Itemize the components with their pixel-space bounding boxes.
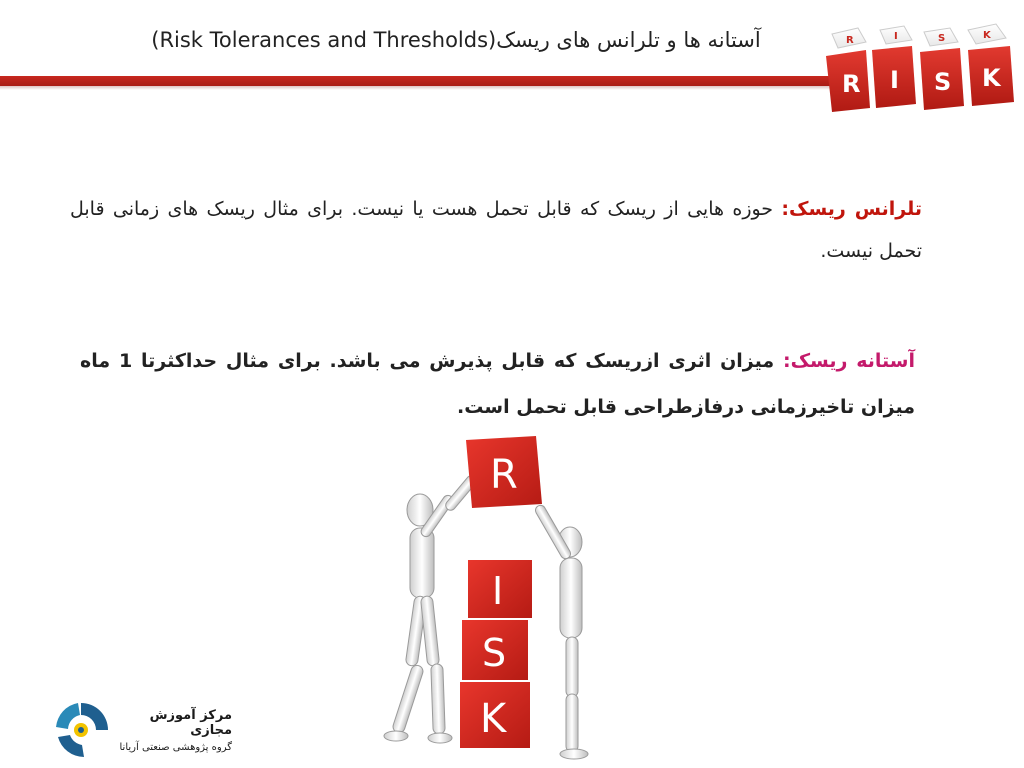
logo-cube-i xyxy=(872,46,916,108)
institute-line1: مرکز آموزش مجازی xyxy=(149,708,232,738)
svg-text:R: R xyxy=(490,452,518,498)
tolerance-paragraph xyxy=(70,188,922,272)
svg-text:S: S xyxy=(934,68,952,96)
logo-cube-s xyxy=(920,48,964,110)
top-cube-4 xyxy=(968,24,1006,44)
threshold-text: میزان اثری ازریسک که قابل پذیرش می باشد. برای مثال حداکثرتا 1 ماه میزان تاخیرزمانی درفازطراحی قابل تحمل است. xyxy=(80,350,915,418)
stacked-cube-k xyxy=(460,682,530,748)
institute-name xyxy=(112,708,232,753)
header-bar-shadow xyxy=(0,86,834,90)
slide-title: (Risk Tolerances and Thresholds)آستانه ها و تلرانس های ریسک xyxy=(151,28,761,52)
top-letter-s: S xyxy=(938,33,946,44)
tolerance-term: تلرانس ریسک: xyxy=(781,198,922,220)
risk-stacking-illustration xyxy=(380,432,630,768)
top-cube-1 xyxy=(832,28,866,48)
top-letter-r: R xyxy=(846,35,854,46)
stacked-cube-i xyxy=(468,560,532,618)
risk-cubes-logo xyxy=(820,20,1020,120)
lifted-cube-r xyxy=(466,436,542,508)
right-mannequin xyxy=(534,504,588,759)
logo-cube-k xyxy=(968,46,1014,106)
top-cube-2 xyxy=(880,26,912,44)
svg-text:K: K xyxy=(982,64,1001,92)
logo-cube-r xyxy=(826,50,870,112)
threshold-term: آستانه ریسک: xyxy=(782,350,915,372)
header-accent-bar xyxy=(0,76,834,86)
svg-text:K: K xyxy=(480,696,507,742)
tolerance-text: حوزه هایی از ریسک که قابل تحمل هست یا نیست. برای مثال ریسک های زمانی قابل تحمل نیست. xyxy=(70,198,922,262)
top-letter-k: K xyxy=(983,30,991,41)
svg-text:I: I xyxy=(890,66,899,94)
institute-logo-icon xyxy=(48,697,114,763)
top-cube-3 xyxy=(924,28,958,46)
threshold-paragraph xyxy=(80,338,915,430)
svg-text:S: S xyxy=(482,631,507,675)
svg-text:R: R xyxy=(842,70,861,98)
svg-text:I: I xyxy=(492,569,504,613)
stacked-cube-s xyxy=(462,620,528,680)
top-letter-i: I xyxy=(894,31,898,42)
institute-line2: گروه پژوهشی صنعتی آریانا xyxy=(119,742,232,753)
